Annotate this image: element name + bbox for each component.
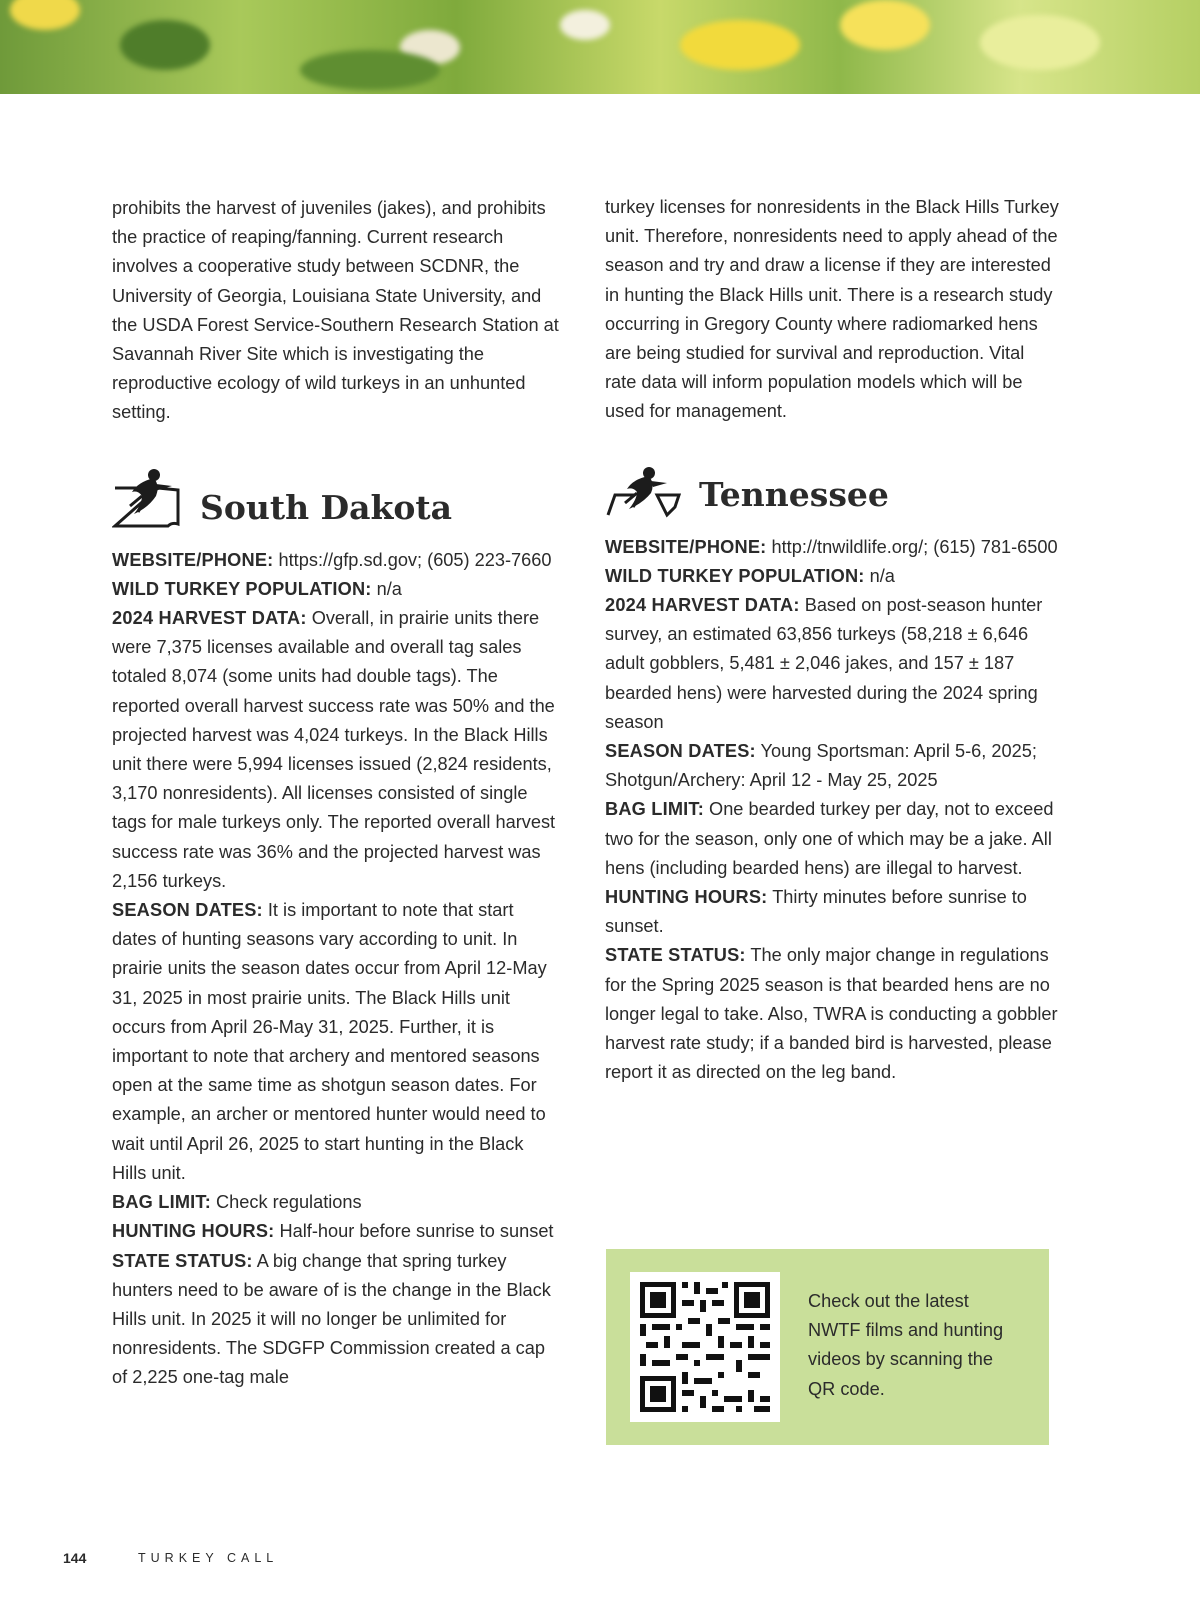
continued-text: turkey licenses for nonresidents in the Black Hills Turkey unit. Therefore, nonresidents need to apply ahead of the season and try and draw a license if they are interested in hunting the Black Hills unit. There is a research study occurring in Gregory County where radiomarked hens are being studied for survival and reproduction. Vital rate data will inform population models which will be used for management.	[605, 197, 1059, 422]
hunting-hours: HUNTING HOURS: Thirty minutes before sunrise to sunset.	[605, 887, 1027, 937]
season-dates: SEASON DATES: It is important to note that start dates of hunting seasons vary according to unit. In prairie units the season dates occur from April 12-May 31, 2025 in most prairie units. The Black Hills unit occurs from April 26-May 31, 2025. Further, it is important to note that archery and mentored seasons open at the same time as shotgun season dates. For example, an archer or mentored hunter would need to wait until April 26, 2025 to start hunting in the Black Hills unit.	[112, 900, 547, 1183]
harvest-data: 2024 HARVEST DATA: Overall, in prairie units there were 7,375 licenses available and overall tag sales totaled 8,074 (some units had double tags). The reported overall harvest success rate was 50% and the projected harvest was 4,024 turkeys. In the Black Hills unit there were 5,994 licenses issued (2,824 residents, 3,170 nonresidents). All licenses consisted of single tags for male turkeys only. The reported overall harvest success rate was 36% and the projected harvest was 2,156 turkeys.	[112, 608, 556, 891]
state-heading-south-dakota	[112, 466, 562, 532]
qr-callout-text: Check out the latest NWTF films and hunting videos by scanning the QR code.	[808, 1291, 1004, 1399]
state-name: South Dakota	[200, 487, 453, 527]
harvest-data: 2024 HARVEST DATA: Based on post-season hunter survey, an estimated 63,856 turkeys (58,218 ± 6,646 adult gobblers, 5,481 ± 2,046 jakes, and 157 ± 187 bearded hens) were harvested during the 2024 spring season	[605, 595, 1043, 732]
qr-code-icon[interactable]	[630, 1272, 780, 1422]
state-heading-tennessee	[605, 465, 1060, 519]
state-name: Tennessee	[699, 474, 889, 514]
bag-limit: BAG LIMIT: One bearded turkey per day, not to exceed two for the season, only one of which may be a jake. All hens (including bearded hens) are illegal to harvest.	[605, 799, 1054, 878]
page-number: 144	[63, 1550, 87, 1566]
state-status: STATE STATUS: The only major change in regulations for the Spring 2025 season is that bearded hens are no longer legal to take. Also, TWRA is conducting a gobbler harvest rate study; if a banded bird is harvested, please report it as directed on the leg band.	[605, 945, 1058, 1083]
turkey-over-state-outline-icon	[112, 466, 182, 532]
qr-code-container[interactable]	[630, 1272, 780, 1422]
wild-turkey-population: WILD TURKEY POPULATION: n/a	[112, 578, 402, 599]
header-photo-banner	[0, 0, 1200, 94]
season-dates: SEASON DATES: Young Sportsman: April 5-6, 2025; Shotgun/Archery: April 12 - May 25, 2025	[605, 741, 1037, 791]
right-column	[605, 193, 1060, 1087]
website-phone: WEBSITE/PHONE: https://gfp.sd.gov; (605) 223-7660	[112, 549, 552, 570]
wild-turkey-population: WILD TURKEY POPULATION: n/a	[605, 565, 895, 586]
qr-callout-box	[606, 1249, 1049, 1445]
magazine-title: TURKEY CALL	[138, 1551, 279, 1565]
turkey-over-state-outline-icon	[605, 465, 681, 519]
continued-text: prohibits the harvest of juveniles (jakes), and prohibits the practice of reaping/fanning. Current research involves a cooperative study between SCDNR, the University of Georgia, Louisiana State University, and the USDA Forest Service-Southern Research Station at Savannah River Site which is investigating the reproductive ecology of wild turkeys in an unhunted setting.	[112, 198, 559, 423]
left-column	[112, 194, 562, 1393]
state-status: STATE STATUS: A big change that spring turkey hunters need to be aware of is the change in the Black Hills unit. In 2025 it will no longer be unlimited for nonresidents. The SDGFP Commission created a cap of 2,225 one-tag male	[112, 1250, 551, 1388]
hunting-hours: HUNTING HOURS: Half-hour before sunrise to sunset	[112, 1221, 554, 1242]
website-phone: WEBSITE/PHONE: http://tnwildlife.org/; (615) 781-6500	[605, 536, 1058, 557]
bag-limit: BAG LIMIT: Check regulations	[112, 1192, 362, 1213]
